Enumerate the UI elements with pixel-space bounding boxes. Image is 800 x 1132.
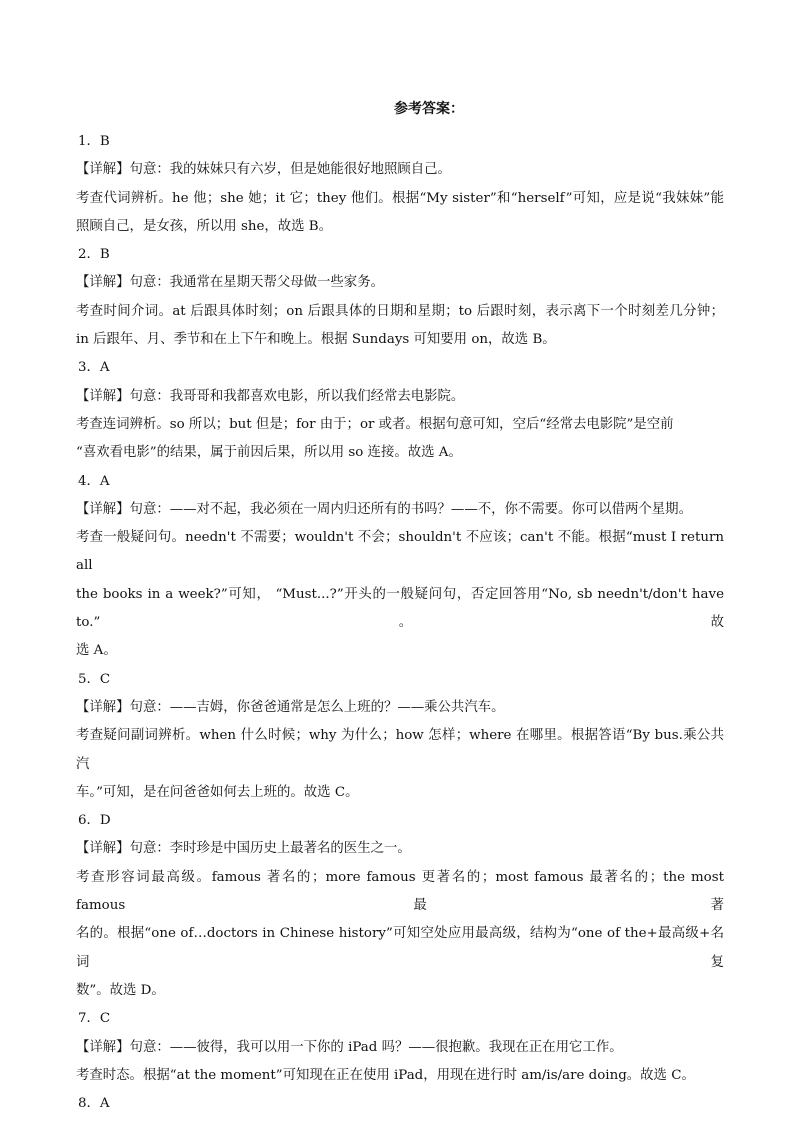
explanation-line: 【详解】句意：我通常在星期天帮父母做一些家务。 — [76, 275, 384, 291]
explanation-line: 【详解】句意：我的妹妹只有六岁，但是她能很好地照顾自己。 — [76, 162, 451, 178]
explanation-line: the books in a week?”可知， “Must...?”开头的一般疑问句，否定回答用“No, sb needn't/don't have to.”。故 — [76, 586, 724, 631]
page-title: 参考答案： — [394, 101, 464, 117]
question-5 — [76, 666, 724, 807]
answer-label: 4．A — [78, 473, 110, 489]
explanation-line: 考查疑问副词辨析。when 什么时候；why 为什么；how 怎样；where 在哪里。根据答语“By bus.乘公共汽 — [76, 728, 724, 772]
answer-label: 5．C — [78, 671, 111, 687]
explanation-line: 【详解】句意：——吉姆，你爸爸通常是怎么上班的？——乘公共汽车。 — [76, 699, 505, 715]
question-4 — [76, 468, 724, 666]
explanation-line: 考查连词辨析。so 所以；but 但是；for 由于；or 或者。根据句意可知，空后“经常去电影院”是空前 — [76, 416, 674, 432]
answer-label: 2．B — [78, 247, 110, 263]
explanation-line: 【详解】句意：李时珍是中国历史上最著名的医生之一。 — [76, 841, 411, 857]
explanation-line: 【详解】句意：我哥哥和我都喜欢电影，所以我们经常去电影院。 — [76, 388, 465, 404]
question-1 — [76, 128, 724, 241]
explanation-line: 考查时态。根据“at the moment”可知现在正在使用 iPad，用现在进行时 am/is/are doing。故选 C。 — [76, 1067, 695, 1083]
explanation-line: “喜欢看电影”的结果，属于前因后果，所以用 so 连接。故选 A。 — [76, 445, 462, 461]
explanation-line: 考查形容词最高级。famous 著名的；more famous 更著名的；most famous 最著名的；the most famous 最著 — [76, 869, 724, 914]
answer-label: 1．B — [78, 134, 110, 149]
explanation-line: 【详解】句意：——对不起，我必须在一周内归还所有的书吗？——不，你不需要。你可以借两个星期。 — [76, 501, 692, 517]
question-7 — [76, 1005, 724, 1090]
explanation-line: in 后跟年、月、季节和在上下午和晚上。根据 Sundays 可知要用 on，故选 B。 — [76, 332, 556, 348]
question-2 — [76, 241, 724, 354]
explanation-line: 选 A。 — [76, 643, 117, 659]
explanation-line: 【详解】句意：——彼得，我可以用一下你的 iPad 吗？——很抱歉。我现在正在用它工作。 — [76, 1039, 623, 1055]
answer-label: 7．C — [78, 1011, 111, 1027]
explanation-line: 名的。根据“one of…doctors in Chinese history”可知空处应用最高级，结构为“one of the+最高级+名词复 — [76, 926, 724, 970]
answer-label: 8．A — [78, 1096, 110, 1112]
explanation-line: 车。”可知，是在问爸爸如何去上班的。故选 C。 — [76, 784, 359, 800]
question-3 — [76, 354, 724, 467]
explanation-line: 考查一般疑问句。needn't 不需要；wouldn't 不会；shouldn't 不应该；can't 不能。根据“must I return all — [76, 530, 724, 574]
explanation-line: 数”。故选 D。 — [76, 982, 165, 998]
question-8 — [76, 1090, 724, 1118]
answer-label: 6．D — [78, 813, 111, 829]
answer-label: 3．A — [78, 360, 110, 376]
question-6 — [76, 807, 724, 1005]
explanation-line: 考查代词辨析。he 他；she 她；it 它；they 他们。根据“My sister”和“herself”可知，应是说“我妹妹”能 — [76, 190, 724, 206]
explanation-line: 照顾自己，是女孩，所以用 she，故选 B。 — [76, 218, 333, 234]
explanation-line: 考查时间介词。at 后跟具体时刻；on 后跟具体的日期和星期；to 后跟时刻，表示离下一个时刻差几分钟； — [76, 303, 724, 319]
